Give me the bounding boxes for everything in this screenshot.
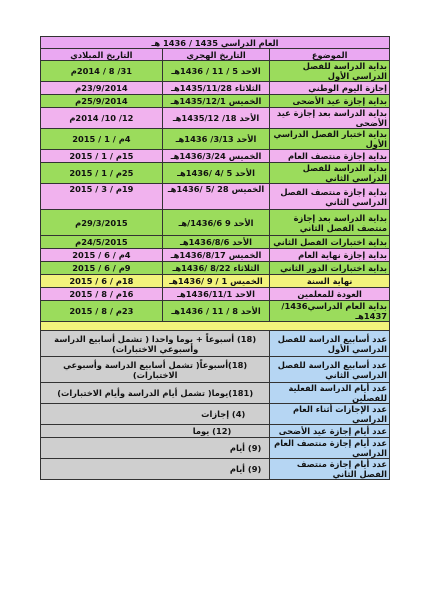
summary-value: (9) أيام bbox=[41, 438, 270, 459]
header-hijri: التاريخ الهجري bbox=[162, 49, 270, 61]
gregorian-cell: 19م / 3 / 2015 bbox=[41, 184, 163, 210]
hijri-cell: الخميس 1435/12/1هـ bbox=[162, 95, 270, 108]
subject-cell: بداية العام الدراسي1436/ 1437هـ bbox=[270, 301, 390, 322]
summary-value: (4) إجازات bbox=[41, 404, 270, 425]
summary-value: (181)يوما( تشمل أيام الدراسة وأيام الاختبارات) bbox=[41, 383, 270, 404]
gregorian-cell: 16م / 8 / 2015 bbox=[41, 288, 163, 301]
subject-cell: بداية الدراسة للفصل الدراسي الثاني bbox=[270, 163, 390, 184]
summary-row bbox=[41, 425, 390, 438]
hijri-cell: الأحد 8 / 11 / 1436هـ bbox=[162, 301, 270, 322]
subject-cell: بداية الدراسة بعد إجازة منتصف الفصل الثاني bbox=[270, 210, 390, 236]
subject-cell: بداية إجازة منتصف العام bbox=[270, 150, 390, 163]
hijri-cell: الخميس 28 /5 /1436هـ bbox=[162, 184, 270, 210]
summary-label: عدد أيام إجازة منتصف الفصل الثاني bbox=[270, 459, 390, 480]
subject-cell: العودة للمعلمين bbox=[270, 288, 390, 301]
table-row bbox=[41, 163, 390, 184]
hijri-cell: الأحد 3/13/ 1436هـ bbox=[162, 129, 270, 150]
header-gregorian: التاريخ الميلادي bbox=[41, 49, 163, 61]
hijri-cell: الثلاثاء 1435/11/28هـ bbox=[162, 82, 270, 95]
gregorian-cell: 18م / 6 / 2015 bbox=[41, 275, 163, 288]
subject-cell: إجازة اليوم الوطني bbox=[270, 82, 390, 95]
subject-cell: بداية الدراسة للفصل الدراسي الأول bbox=[270, 61, 390, 82]
subject-cell: بداية اختبارات الفصل الثاني bbox=[270, 236, 390, 249]
table-row bbox=[41, 61, 390, 82]
hijri-cell: الخميس 1436/8/17هـ bbox=[162, 249, 270, 262]
summary-value: (9) أيام bbox=[41, 459, 270, 480]
subject-cell: بداية إجازة نهاية العام bbox=[270, 249, 390, 262]
subject-cell: نهاية السنة bbox=[270, 275, 390, 288]
summary-value: (18)أسبوعاً( تشمل أسابيع الدراسة وأسبوعي الاختبارات) bbox=[41, 357, 270, 383]
hijri-cell: الأحد 1436/8/6هـ bbox=[162, 236, 270, 249]
gregorian-cell: 29/3/2015م bbox=[41, 210, 163, 236]
summary-row bbox=[41, 383, 390, 404]
spacer-row bbox=[41, 322, 390, 331]
hijri-cell: الاحد 1436/11/1هـ bbox=[162, 288, 270, 301]
table-row bbox=[41, 82, 390, 95]
gregorian-cell: 4م / 1 / 2015 bbox=[41, 129, 163, 150]
summary-label: عدد أيام إجازة عيد الأضحى bbox=[270, 425, 390, 438]
gregorian-cell: 4م / 6 / 2015 bbox=[41, 249, 163, 262]
gregorian-cell: 23م / 8 / 2015 bbox=[41, 301, 163, 322]
hijri-cell: الأحد 18/ 1435/12هـ bbox=[162, 108, 270, 129]
hijri-cell: الخميس 1 / 9 /1436هـ bbox=[162, 275, 270, 288]
table-row bbox=[41, 184, 390, 210]
summary-label: عدد أسابيع الدراسة للفصل الدراسي الثاني bbox=[270, 357, 390, 383]
summary-row bbox=[41, 331, 390, 357]
calendar-title: العام الدراسي 1435 / 1436 هـ bbox=[41, 37, 390, 49]
table-row bbox=[41, 262, 390, 275]
gregorian-cell: 25/9/2014م bbox=[41, 95, 163, 108]
table-row bbox=[41, 108, 390, 129]
subject-cell: بداية إجازة عيد الأضحى bbox=[270, 95, 390, 108]
table-row bbox=[41, 129, 390, 150]
hijri-cell: الاحد 5 / 11 / 1436هـ bbox=[162, 61, 270, 82]
school-calendar-table bbox=[40, 36, 390, 480]
summary-row bbox=[41, 438, 390, 459]
hijri-cell: الأحد 9 1436/6/هـ bbox=[162, 210, 270, 236]
gregorian-cell: 9م / 6 / 2015 bbox=[41, 262, 163, 275]
summary-label: عدد أسابيع الدراسة للفصل الدراسي الأول bbox=[270, 331, 390, 357]
gregorian-cell: 15م / 1 / 2015 bbox=[41, 150, 163, 163]
summary-row bbox=[41, 404, 390, 425]
header-subject: الموضوع bbox=[270, 49, 390, 61]
table-row bbox=[41, 275, 390, 288]
subject-cell: بداية إجازة منتصف الفصل الدراسي الثاني bbox=[270, 184, 390, 210]
gregorian-cell: 12/ 10/ 2014م bbox=[41, 108, 163, 129]
summary-label: عدد أيام الدراسة الفعلية للفصلين bbox=[270, 383, 390, 404]
hijri-cell: الثلاثاء 8/22 /1436هـ bbox=[162, 262, 270, 275]
subject-cell: بداية الدراسة بعد إجازة عيد الأضحى bbox=[270, 108, 390, 129]
summary-label: عدد أيام إجازة منتصف العام الدراسي bbox=[270, 438, 390, 459]
calendar-sheet bbox=[40, 36, 390, 480]
subject-cell: بداية اختبارات الدور الثاني bbox=[270, 262, 390, 275]
table-row bbox=[41, 301, 390, 322]
summary-row bbox=[41, 459, 390, 480]
gregorian-cell: 25م / 1 / 2015 bbox=[41, 163, 163, 184]
summary-value: (18) أسبوعاً + يوما واحدا ( تشمل أسابيع الدراسة وأسبوعي الاختبارات) bbox=[41, 331, 270, 357]
table-row bbox=[41, 150, 390, 163]
summary-value: (12) يوما bbox=[41, 425, 270, 438]
gregorian-cell: 23/9/2014م bbox=[41, 82, 163, 95]
summary-row bbox=[41, 357, 390, 383]
table-row bbox=[41, 249, 390, 262]
gregorian-cell: 24/5/2015م bbox=[41, 236, 163, 249]
subject-cell: بداية اختبار الفصل الدراسي الأول bbox=[270, 129, 390, 150]
table-row bbox=[41, 288, 390, 301]
table-row bbox=[41, 210, 390, 236]
summary-label: عدد الإجازات أثناء العام الدراسي bbox=[270, 404, 390, 425]
hijri-cell: الخميس 1436/3/24هـ bbox=[162, 150, 270, 163]
table-row bbox=[41, 236, 390, 249]
gregorian-cell: 31/ 8 / 2014م bbox=[41, 61, 163, 82]
hijri-cell: الأحد 5 /4 /1436هـ bbox=[162, 163, 270, 184]
table-row bbox=[41, 95, 390, 108]
